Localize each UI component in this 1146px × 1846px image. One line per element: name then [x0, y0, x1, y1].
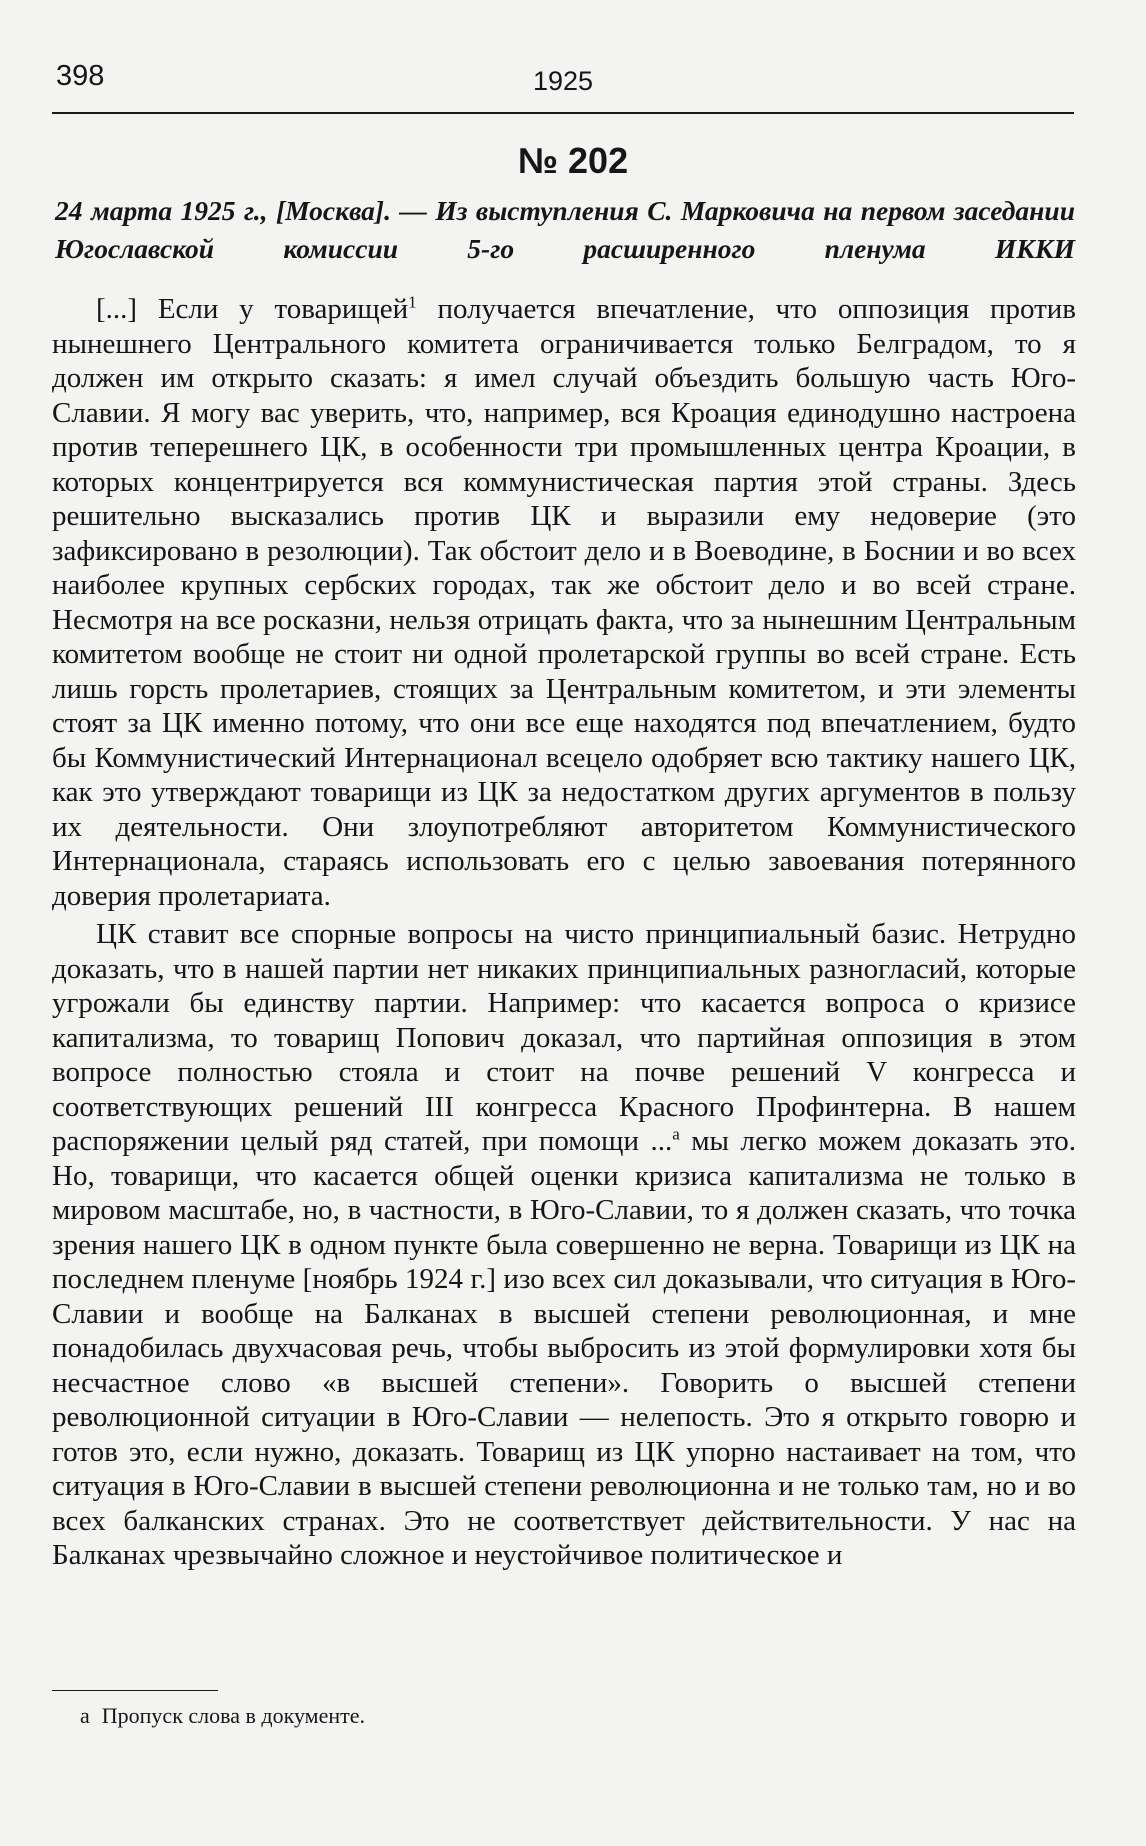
- footnote: [80, 1703, 365, 1729]
- paragraph-text: ЦК ставит все спорные вопросы на чисто принципиальный базис. Нетрудно доказать, что в нашей партии нет никаких принципиальных разногласий, которые угрожали бы единству партии. Например: что касается вопроса о кризисе капитализма, то товарищ Попович доказал, что партийная оппозиция в этом вопросе полностью стояла и стоит на почве решений V конгресса и соответствующих решений III конгресса Красного Профинтерна. В нашем распоряжении целый ряд статей, при помощи ...: [52, 918, 1076, 1157]
- running-header: [52, 58, 1074, 114]
- footnote-divider: [52, 1690, 218, 1691]
- paragraph-text: получается впечатление, что оппозиция против нынешнего Центрального комитета ограничивается только Белградом, то я должен им открыто сказать: я имел случай объездить большую часть Юго-Славии. Я могу вас уверить, что, например, вся Кроация единодушно настроена против теперешнего ЦК, в особенности три промышленных центра Кроации, в которых концентрируется вся коммунистическая партия этой страны. Здесь решительно высказались против ЦК и выразили ему недоверие (это зафиксировано в резолюции). Так обстоит дело и в Воеводине, в Боснии и во всех наиболее крупных сербских городах, так же обстоит дело и во всей стране. Несмотря на все росказни, нельзя отрицать факта, что за нынешним Центральным комитетом вообще не стоит ни одной пролетарской группы во всей стране. Есть лишь горсть пролетариев, стоящих за Центральным комитетом, и эти элементы стоят за ЦК именно потому, что они все еще находятся под впечатлением, будто бы Коммунистический Интернационал всецело одобряет всю тактику нашего ЦК, как это утверждают товарищи из ЦК за недостатком других аргументов в пользу их деятельности. Они злоупотребляют авторитетом Коммунистического Интернационала, стараясь использовать его с целью завоевания потерянного доверия пролетариата.: [52, 293, 1076, 912]
- document-heading: 24 марта 1925 г., [Москва]. — Из выступления С. Марковича на первом заседании Югославской комиссии 5-го расширенного пленума ИККИ: [55, 195, 1075, 264]
- footnote-reference: а: [672, 1124, 680, 1144]
- footnote-mark: а: [80, 1703, 90, 1728]
- document-body: [52, 292, 1076, 1573]
- body-paragraph: [52, 292, 1076, 913]
- paragraph-text: мы легко можем доказать это. Но, товарищи, что касается общей оценки кризиса капитализма не только в мировом масштабе, но, в частности, в Юго-Славии, то я должен сказать, что точка зрения нашего ЦК в одном пункте была совершенно не верна. Товарищи из ЦК на последнем пленуме [ноябрь 1924 г.] изо всех сил доказывали, что ситуация в Юго-Славии и вообще на Балканах в высшей степени революционная, и мне понадобилась двухчасовая речь, чтобы выбросить из этой формулировки хотя бы несчастное слово «в высшей степени». Говорить о высшей степени революционной ситуации в Юго-Славии — нелепость. Это я открыто говорю и готов это, если нужно, доказать. Товарищ из ЦК упорно настаивает на том, что ситуация в Юго-Славии в высшей степени революционна и не только там, но и во всех балканских странах. Это не соответствует действительности. У нас на Балканах чрезвычайно сложное и неустойчивое политическое и: [52, 1125, 1076, 1571]
- document-number: № 202: [517, 140, 629, 181]
- page-number: 398: [56, 60, 105, 92]
- running-title-year: 1925: [532, 66, 594, 96]
- paragraph-text: [...] Если у товарищей: [96, 293, 409, 325]
- footnote-text: Пропуск слова в документе.: [101, 1703, 365, 1728]
- body-paragraph: [52, 917, 1076, 1573]
- footnote-reference: 1: [408, 292, 417, 312]
